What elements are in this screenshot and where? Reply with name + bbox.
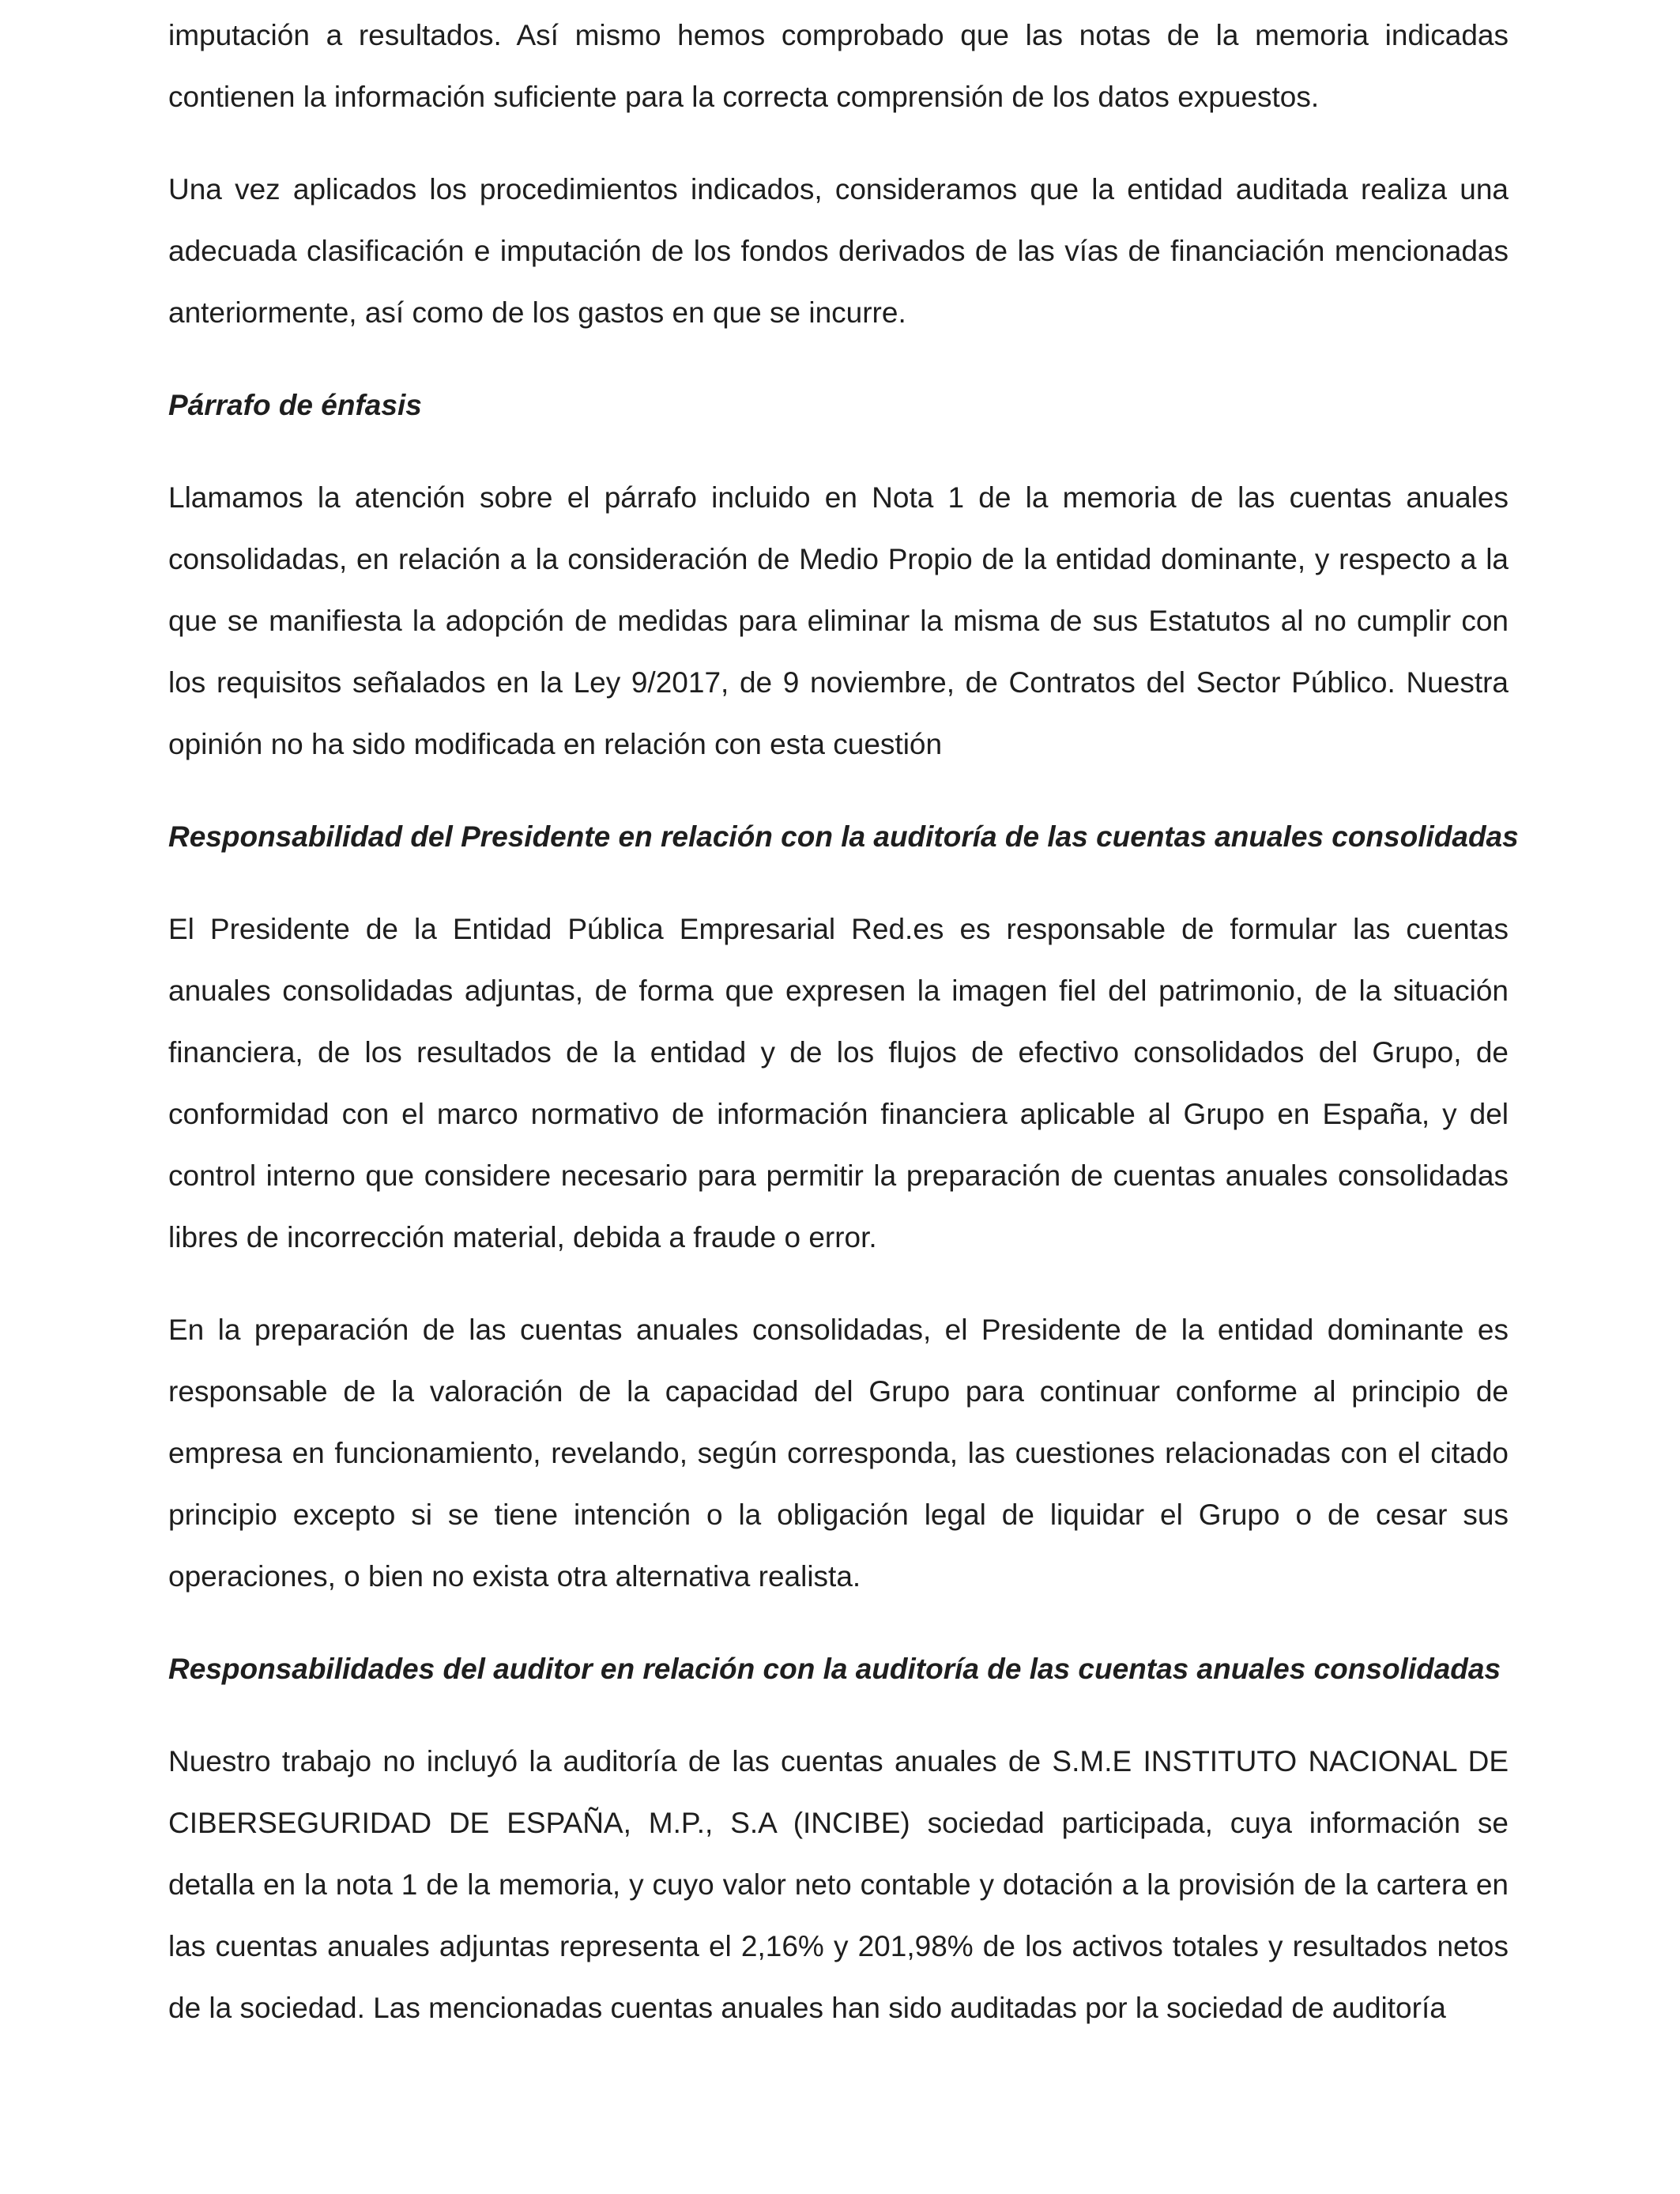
- heading-responsabilidad-presidente: Responsabilidad del Presidente en relación con la auditoría de las cuentas anuales consolidadas: [168, 820, 1519, 853]
- heading-responsabilidades-auditor: Responsabilidades del auditor en relación con la auditoría de las cuentas anuales consolidadas: [168, 1653, 1501, 1685]
- paragraph-auditor-incibe: Nuestro trabajo no incluyó la auditoría de las cuentas anuales de S.M.E INSTITUTO NACIONAL DE CIBERSEGURIDAD DE ESPAÑA, M.P., S.A (INCIBE) sociedad participada, cuya información se detalla en la nota 1 de la memoria, y cuyo valor neto contable y dotación a la provisión de la cartera en las cuentas anuales adjuntas representa el 2,16% y 201,98% de los activos totales y resultados netos de la sociedad. Las mencionadas cuentas anuales han sido auditadas por la sociedad de auditoría: [168, 1745, 1509, 2024]
- document-page: [168, 5, 1519, 2070]
- paragraph-imputacion: imputación a resultados. Así mismo hemos comprobado que las notas de la memoria indicadas contienen la información suficiente para la correcta comprensión de los datos expuestos.: [168, 19, 1509, 113]
- paragraph-enfasis: Llamamos la atención sobre el párrafo incluido en Nota 1 de la memoria de las cuentas anuales consolidadas, en relación a la consideración de Medio Propio de la entidad dominante, y respecto a la que se manifiesta la adopción de medidas para eliminar la misma de sus Estatutos al no cumplir con los requisitos señalados en la Ley 9/2017, de 9 noviembre, de Contratos del Sector Público. Nuestra opinión no ha sido modificada en relación con esta cuestión: [168, 481, 1509, 760]
- paragraph-presidente-formular: El Presidente de la Entidad Pública Empresarial Red.es es responsable de formular las cuentas anuales consolidadas adjuntas, de forma que expresen la imagen fiel del patrimonio, de la situación financiera, de los resultados de la entidad y de los flujos de efectivo consolidados del Grupo, de conformidad con el marco normativo de información financiera aplicable al Grupo en España, y del control interno que considere necesario para permitir la preparación de cuentas anuales consolidadas libres de incorrección material, debida a fraude o error.: [168, 913, 1509, 1253]
- paragraph-procedimientos: Una vez aplicados los procedimientos indicados, consideramos que la entidad auditada realiza una adecuada clasificación e imputación de los fondos derivados de las vías de financiación mencionadas anteriormente, así como de los gastos en que se incurre.: [168, 173, 1509, 329]
- paragraph-presidente-valoracion: En la preparación de las cuentas anuales consolidadas, el Presidente de la entidad dominante es responsable de la valoración de la capacidad del Grupo para continuar conforme al principio de empresa en funcionamiento, revelando, según corresponda, las cuestiones relacionadas con el citado principio excepto si se tiene intención o la obligación legal de liquidar el Grupo o de cesar sus operaciones, o bien no exista otra alternativa realista.: [168, 1314, 1509, 1593]
- heading-parrafo-enfasis: Párrafo de énfasis: [168, 389, 422, 421]
